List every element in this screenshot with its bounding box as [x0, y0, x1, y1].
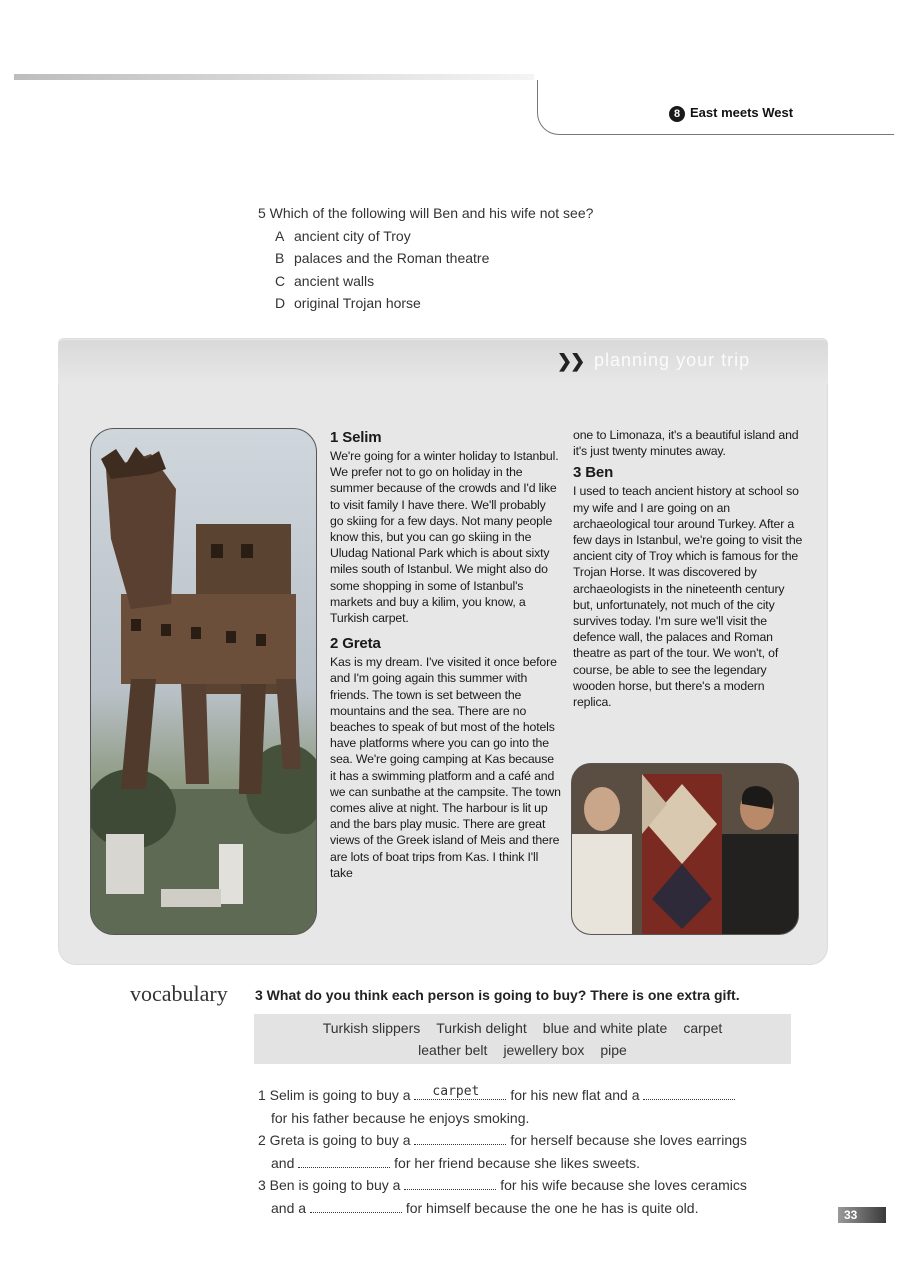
text-column-right — [573, 427, 805, 710]
gift-item: Turkish delight — [436, 1020, 527, 1036]
option-c: C ancient walls — [275, 272, 375, 289]
page-number: 33 — [838, 1207, 886, 1223]
sentence-2: 2 Greta is going to buy a for herself because she loves earrings — [258, 1132, 747, 1148]
option-a: A ancient city of Troy — [275, 227, 411, 244]
section-text-greta-continued: one to Limonaza, it's a beautiful island and it's just twenty minutes away. — [573, 428, 799, 459]
answer-blank[interactable] — [310, 1200, 402, 1213]
gift-row-1 — [254, 1017, 791, 1039]
section-text-ben: I used to teach ancient history at school so my wife and I are going on an archaeological tour around Turkey. After a few days in Istanbul, we're going to visit the ancient city of Troy which is famous for the Trojan Horse. It was discovered by archaeologists in the nineteenth century but, unfortunately, not much of the city survives today. I'm sure we'll visit the defence wall, the palaces and Roman theatre as part of the tour. We won't, of course, be able to see the legendary wooden horse, but there's a modern replica. — [573, 484, 803, 710]
section-heading-greta: 2 Greta — [330, 635, 381, 653]
carpet-shop-photo — [571, 763, 799, 935]
gift-item: Turkish slippers — [322, 1020, 421, 1036]
answer-blank[interactable] — [414, 1132, 506, 1145]
gift-item: jewellery box — [503, 1042, 585, 1058]
answer-blank[interactable] — [414, 1084, 506, 1100]
vocabulary-label: vocabulary — [130, 981, 228, 1006]
top-decorative-bar — [14, 74, 534, 80]
answer-blank[interactable] — [298, 1155, 390, 1168]
question-5 — [258, 202, 818, 315]
carpet-shop-illustration — [572, 764, 798, 934]
sentence-2-cont: and for her friend because she likes sweets. — [271, 1154, 641, 1171]
section-text-selim: We're going for a winter holiday to Istanbul. We prefer not to go on holiday in the summer because of the crowds and I'd like to visit family I have there. We'll probably go skiing for a few days. Not many people know this, but you can go skiing in the Uludag National Park which is about sixty miles south of Istanbul. We might also do some shopping in some of Istanbul's markets and buy a kilim, you know, a Turkish carpet. — [330, 449, 559, 626]
gap-fill-sentences — [258, 1084, 798, 1219]
unit-number-badge: 8 — [669, 106, 685, 122]
planning-title: planning your trip — [594, 350, 751, 370]
answer-blank[interactable] — [404, 1177, 496, 1190]
answer-blank[interactable] — [643, 1087, 735, 1100]
sentence-3-cont: and a for himself because the one he has is quite old. — [271, 1199, 699, 1216]
question-3: 3 What do you think each person is going to buy? There is one extra gift. — [255, 987, 740, 1003]
text-column-left — [330, 428, 562, 881]
gift-word-box — [254, 1014, 791, 1064]
handwritten-answer: carpet — [432, 1084, 480, 1099]
unit-title: East meets West — [690, 105, 794, 120]
option-b: B palaces and the Roman theatre — [275, 250, 490, 266]
double-chevron-icon: ❯❯ — [557, 351, 584, 371]
section-heading-ben: 3 Ben — [573, 464, 614, 482]
trojan-horse-illustration — [91, 429, 316, 934]
gift-row-2 — [254, 1039, 791, 1061]
gift-item: carpet — [683, 1020, 723, 1036]
sentence-3: 3 Ben is going to buy a for his wife because she loves ceramics — [258, 1177, 747, 1193]
gift-item: leather belt — [418, 1042, 488, 1058]
gift-item: blue and white plate — [542, 1020, 668, 1036]
section-text-greta: Kas is my dream. I've visited it once before and I'm going again this summer with friends. The town is set between the mountains and the sea. There are no beaches to speak of but most of the hotels have platforms where you can go into the sea. We're going camping at Kas because it has a swimming platform and a café and we can sunbathe at the campsite. The town comes alive at night. The harbour is lit up and the bars play music. There are great views of the Greek island of Meis and there are lots of boat trips from Kas. I think I'll take — [330, 655, 561, 880]
section-heading-selim: 1 Selim — [330, 429, 382, 446]
sentence-1: 1 Selim is going to buy a carpet for his new flat and a — [258, 1084, 798, 1107]
sentence-1-cont: for his father because he enjoys smoking. — [271, 1109, 530, 1126]
question-5-text: 5 Which of the following will Ben and his wife not see? — [258, 205, 594, 221]
gift-item: pipe — [600, 1042, 627, 1058]
option-d: D original Trojan horse — [275, 295, 421, 311]
trojan-horse-photo — [90, 428, 317, 935]
